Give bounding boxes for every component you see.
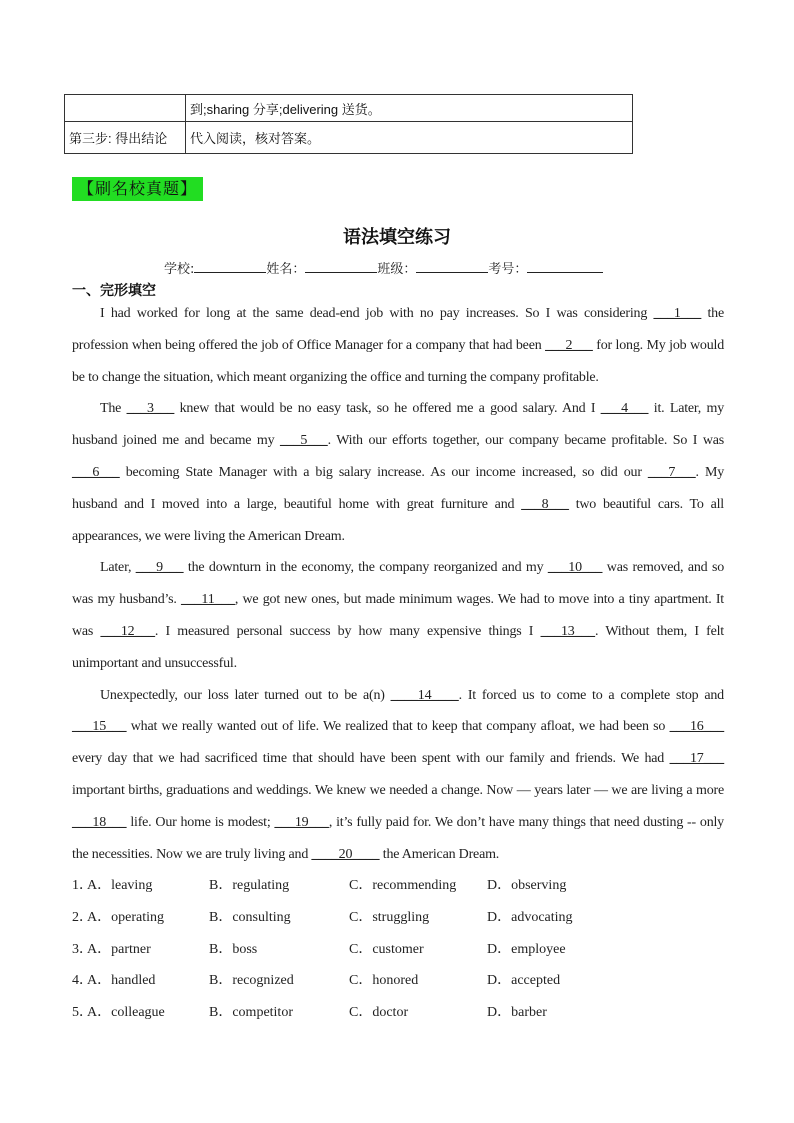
question-number: 2． (72, 909, 93, 925)
text: . I measured personal success by how many expensive things I (154, 623, 541, 639)
text: I had worked for long at the same dead-end job with no pay increases. So I was considering (100, 306, 654, 321)
option-d[interactable]: D．accepted (487, 973, 561, 989)
text: was removed, and so was my husband’s. (72, 560, 725, 608)
text: . Without them, I felt unimportant and unsuccessful. (72, 623, 724, 671)
option-a[interactable]: A．handled (87, 973, 156, 989)
blank-15: ___15___ (72, 719, 127, 735)
question-row (72, 902, 712, 934)
school-field[interactable] (194, 259, 266, 273)
exam-no-field[interactable] (527, 259, 603, 273)
text: The (100, 401, 127, 417)
paragraph-4 (72, 680, 724, 871)
text: Later, (100, 560, 136, 576)
question-number: 3． (72, 941, 93, 957)
blank-19: ___19___ (274, 814, 329, 830)
text: the downturn in the economy, the company reorganized and my (183, 560, 548, 576)
blank-20: ____20____ (311, 846, 380, 862)
table-row (65, 95, 633, 122)
table-cell-content: 到;sharing 分享;delivering 送货。 (186, 95, 633, 122)
question-number: 4． (72, 973, 93, 989)
text: , it’s fully paid for. We don’t have many things that need dusting -- only the necessities. Now we are truly living and (72, 814, 724, 862)
paragraph-3 (72, 552, 724, 679)
text: . It forced us to come to a complete stop and (458, 687, 724, 703)
option-c[interactable]: C．recommending (349, 878, 457, 893)
text: two beautiful cars. To all appearances, we were living the American Dream. (72, 496, 724, 544)
section-heading: 一、完形填空 (72, 283, 156, 299)
steps-table (64, 94, 633, 154)
option-d[interactable]: D．barber (487, 1005, 547, 1021)
question-row (72, 870, 712, 902)
table-cell-label (65, 95, 186, 122)
text: knew that would be no easy task, so he offered me a good salary. And I (174, 401, 601, 417)
blank-14: ____14____ (390, 687, 459, 703)
question-row (72, 997, 712, 1029)
cloze-passage (72, 298, 724, 870)
option-a[interactable]: A．colleague (87, 1005, 165, 1021)
blank-11: ___11___ (181, 592, 235, 608)
option-a[interactable]: A．leaving (87, 878, 153, 893)
blank-3: ___3___ (126, 401, 175, 417)
text: , we got new ones, but made minimum wages. We had to move into a tiny apartment. It was (72, 592, 724, 639)
text: . My husband and I moved into a large, beautiful home with great furniture and (72, 464, 725, 512)
option-c[interactable]: C．struggling (349, 909, 430, 925)
option-c[interactable]: C．honored (349, 973, 419, 989)
text: becoming State Manager with a big salary increase. As our income increased, so did our (119, 464, 648, 480)
blank-2: ___2___ (545, 337, 593, 353)
blank-17: ___17___ (669, 751, 724, 767)
text: what we really wanted out of life. We realized that to keep that company afloat, we had been so (126, 719, 670, 735)
option-b[interactable]: B．consulting (209, 909, 291, 925)
option-a[interactable]: A．operating (87, 909, 164, 925)
option-b[interactable]: B．recognized (209, 973, 294, 989)
option-b[interactable]: B．boss (209, 941, 258, 957)
option-d[interactable]: D．advocating (487, 909, 573, 925)
table-cell-label: 第三步: 得出结论 (65, 122, 186, 154)
answer-options (72, 870, 712, 1029)
name-label: 姓名： (266, 262, 306, 277)
blank-6: ___6___ (72, 464, 120, 480)
student-info-line (164, 258, 603, 277)
paragraph-1 (72, 298, 724, 393)
blank-7: ___7___ (647, 464, 696, 480)
text: life. Our home is modest; (126, 814, 275, 830)
school-label: 学校: (164, 262, 195, 277)
option-d[interactable]: D．employee (487, 941, 566, 957)
blank-10: ___10___ (547, 560, 603, 576)
blank-12: ___12___ (100, 623, 155, 639)
text: for long. My job would be to change the situation, which meant organizing the office and turning the company profitable. (72, 337, 724, 385)
blank-1: ___1___ (653, 306, 702, 321)
blank-13: ___13___ (540, 623, 595, 639)
text: the American Dream. (379, 846, 500, 862)
option-c[interactable]: C．doctor (349, 1005, 409, 1021)
page-title: 语法填空练习 (343, 227, 451, 248)
table-cell-content: 代入阅读，核对答案。 (186, 122, 633, 154)
table-row (65, 122, 633, 154)
blank-16: ___16___ (669, 719, 724, 735)
blank-5: ___5___ (279, 433, 328, 449)
option-c[interactable]: C．customer (349, 941, 424, 957)
text: it. Later, my husband joined me and became my (72, 401, 725, 449)
name-field[interactable] (305, 259, 377, 273)
option-b[interactable]: B．regulating (209, 878, 290, 893)
blank-8: ___8___ (521, 496, 569, 512)
question-row (72, 965, 712, 997)
question-number: 5． (72, 1005, 93, 1021)
exam-no-label: 考号： (488, 262, 528, 277)
blank-9: ___9___ (135, 560, 184, 576)
text: Unexpectedly, our loss later turned out to be a(n) (100, 687, 391, 703)
text: the profession when being offered the job of Office Manager for a company that had been (72, 306, 724, 353)
question-number: 1． (72, 878, 93, 893)
question-row (72, 934, 712, 966)
text: every day that we had sacrificed time that should have been spent with our family and friends. We had (72, 751, 670, 767)
blank-4: ___4___ (600, 401, 649, 417)
text: important births, graduations and weddings. We knew we needed a change. Now — years later — we are living a more (72, 782, 724, 798)
section-banner: 【刷名校真题】 (72, 177, 203, 201)
class-label: 班级： (377, 262, 417, 277)
text: . With our efforts together, our company became profitable. So I was (327, 433, 724, 449)
blank-18: ___18___ (72, 814, 127, 830)
option-d[interactable]: D．observing (487, 878, 567, 893)
option-b[interactable]: B．competitor (209, 1005, 293, 1021)
class-field[interactable] (416, 259, 488, 273)
paragraph-2 (72, 393, 724, 552)
option-a[interactable]: A．partner (87, 941, 151, 957)
